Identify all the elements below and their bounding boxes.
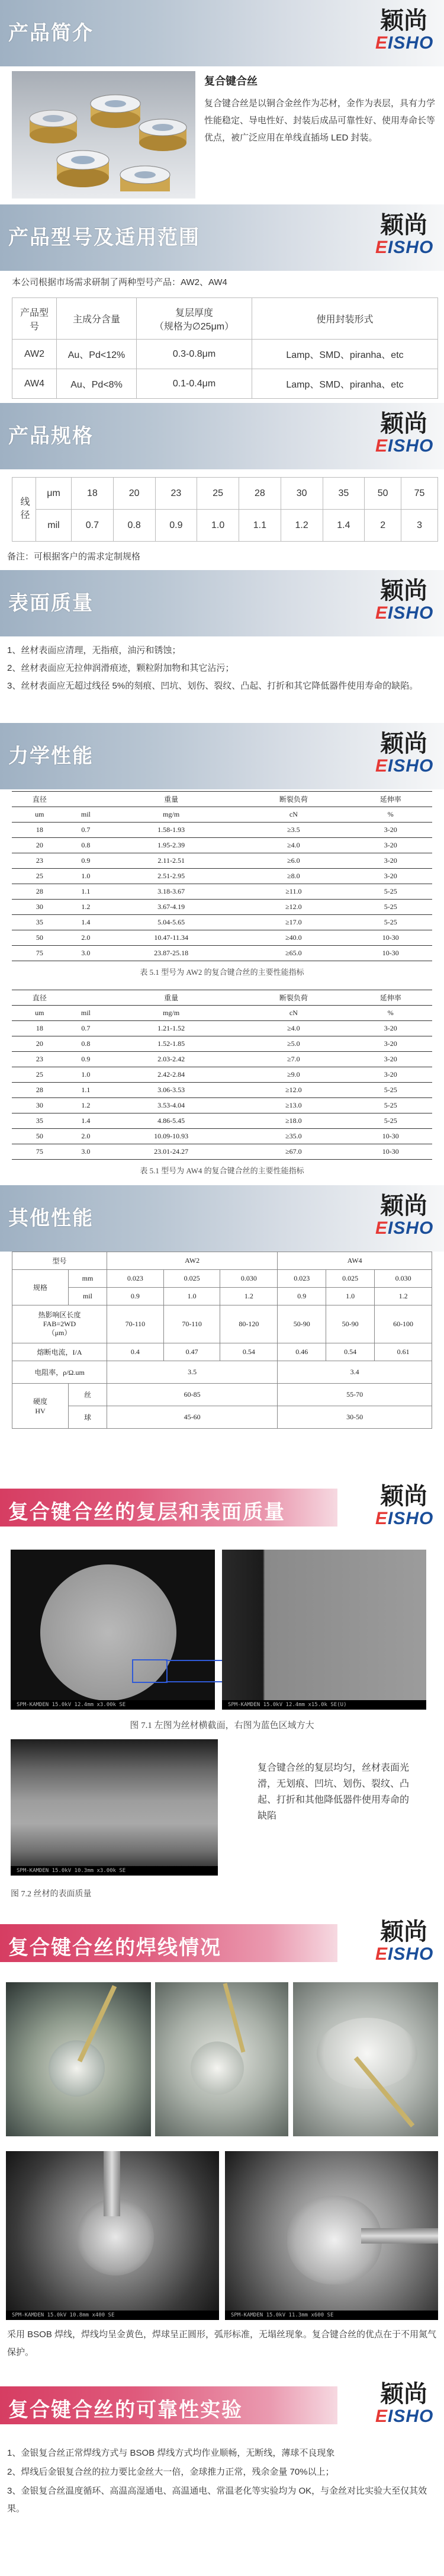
table-cell: 30 <box>281 478 323 510</box>
table-cell: 1.4 <box>67 915 104 930</box>
table-header-row <box>12 990 432 1006</box>
table-cell: 3-20 <box>349 853 433 869</box>
table-cell: 1.0 <box>67 1067 104 1083</box>
table-row <box>12 1270 432 1288</box>
table-cell: 60-85 <box>107 1384 278 1406</box>
table-cell: 50 <box>12 1129 67 1144</box>
section-header-weld <box>0 1911 444 1977</box>
table-cell: 25 <box>197 478 239 510</box>
table-cell: 2.51-2.95 <box>104 869 238 884</box>
table-cell: 0.8 <box>67 1036 104 1052</box>
surface-item: 3、丝材表面应无超过线径 5%的刻痕、凹坑、划伤、裂纹、凸起、打折和其它降低器件使用寿命的缺陷。 <box>7 681 419 691</box>
table-cell: 70-110 <box>163 1305 220 1343</box>
section-title: 产品型号及适用范围 <box>8 226 200 249</box>
table-row <box>12 1083 432 1098</box>
table-cell: 0.9 <box>67 853 104 869</box>
table-header: 延伸率 <box>349 990 433 1006</box>
table-cell: 5.04-5.65 <box>104 915 238 930</box>
sem-cross-section-image <box>11 1550 215 1710</box>
row-label: 硬度 HV <box>12 1384 69 1429</box>
table-cell: ≥4.0 <box>238 1021 349 1036</box>
product-description: 复合键合丝是以铜合金丝作为芯材，金作为表层，具有力学性能稳定、导电性好、封装后成品可靠性好、使用寿命长等优点，被广泛应用在单线直插场 LED 封装。 <box>204 98 436 143</box>
table-cell: 0.54 <box>220 1343 278 1361</box>
table-cell: 30 <box>12 1098 67 1113</box>
table-cell: 1.1 <box>67 884 104 900</box>
table-cell: 60-100 <box>375 1305 432 1343</box>
table-row <box>12 1144 432 1160</box>
table-row <box>12 823 432 838</box>
table-row <box>12 369 438 399</box>
weld-photo-2 <box>155 1982 288 2136</box>
table-cell: 5-25 <box>349 900 433 915</box>
table-cell: 3.5 <box>107 1361 278 1384</box>
table-cell: 0.030 <box>220 1270 278 1288</box>
table-cell: 23.87-25.18 <box>104 946 238 961</box>
section-header-types <box>0 204 444 271</box>
table-cell: 2.11-2.51 <box>104 853 238 869</box>
table-cell: 0.46 <box>278 1343 326 1361</box>
table-row <box>12 1305 432 1343</box>
table-cell: ≥12.0 <box>238 900 349 915</box>
sem-caption: SPM-KAMDEN 15.0kV 10.3mm x3.00k SE <box>11 1866 218 1876</box>
table-header: 直径 <box>12 990 67 1006</box>
reliability-item: 2、焊线后金银复合丝的拉力要比金丝大一倍，金球推力正常，残余金量 70%以上； <box>7 2467 334 2477</box>
section-title: 复合键合丝的可靠性实验 <box>8 2399 243 2421</box>
table-cell: ≥17.0 <box>238 915 349 930</box>
table-header: 主成分含量 <box>57 298 137 340</box>
table-cell: 1.2 <box>281 510 323 542</box>
table-cell: 18 <box>72 478 114 510</box>
row-label: 球 <box>69 1406 107 1429</box>
table-cell: 3.06-3.53 <box>104 1083 238 1098</box>
unit-label: % <box>349 807 433 823</box>
table-header <box>67 990 104 1006</box>
table-cell: 3.53-4.04 <box>104 1098 238 1113</box>
table-row <box>12 1288 432 1305</box>
table-row <box>12 1406 432 1429</box>
table-cell: 1.95-2.39 <box>104 838 238 853</box>
table-cell: 1.4 <box>67 1113 104 1129</box>
table-row <box>12 478 438 510</box>
table-cell: 35 <box>12 1113 67 1129</box>
table-cell: 25 <box>12 1067 67 1083</box>
table-header: 复层厚度 （规格为∅25μm） <box>137 298 252 340</box>
table-row <box>12 510 438 542</box>
table-cell: 75 <box>12 946 67 961</box>
table-cell: 10-30 <box>349 930 433 946</box>
unit-label: cN <box>238 807 349 823</box>
table-header: AW2 <box>107 1252 278 1270</box>
table-cell: 80-120 <box>220 1305 278 1343</box>
section-title: 复合键合丝的焊线情况 <box>8 1937 221 1959</box>
table-cell: 1.2 <box>67 900 104 915</box>
brand-logo: 颖尚 EISHO <box>375 2380 434 2426</box>
unit-label: um <box>12 1006 67 1021</box>
zoom-connector <box>166 1659 225 1683</box>
table-cell: 70-110 <box>107 1305 164 1343</box>
table-row <box>12 1361 432 1384</box>
table-cell: 0.7 <box>72 510 114 542</box>
table-cell: 0.9 <box>67 1052 104 1067</box>
table-cell: 35 <box>12 915 67 930</box>
highlight-box <box>132 1659 168 1683</box>
table-header: 重量 <box>104 792 238 807</box>
table-cell: 10-30 <box>349 946 433 961</box>
table-cell: 50 <box>365 478 401 510</box>
table-cell: 23 <box>12 853 67 869</box>
table-row <box>12 1036 432 1052</box>
table-cell: 3.67-4.19 <box>104 900 238 915</box>
table-cell: 0.030 <box>375 1270 432 1288</box>
table-cell: ≥9.0 <box>238 1067 349 1083</box>
table-cell: ≥8.0 <box>238 869 349 884</box>
table-cell: ≥40.0 <box>238 930 349 946</box>
table-cell: 25 <box>12 869 67 884</box>
unit-label: mm <box>69 1270 107 1288</box>
table-cell: 0.9 <box>107 1288 164 1305</box>
table-cell: 5-25 <box>349 915 433 930</box>
table-cell: 75 <box>401 478 438 510</box>
table-cell: 1.1 <box>239 510 281 542</box>
table-cell: 1.0 <box>197 510 239 542</box>
sem-weld-image-1 <box>6 2151 219 2320</box>
table-cell: 3-20 <box>349 1052 433 1067</box>
brand-logo: 颖尚 EISHO <box>375 1482 434 1528</box>
table-row <box>12 946 432 961</box>
table-cell: 0.023 <box>278 1270 326 1288</box>
table-cell: 0.9 <box>278 1288 326 1305</box>
table-cell: 10-30 <box>349 1129 433 1144</box>
table-cell: 20 <box>12 838 67 853</box>
table-cell: ≥11.0 <box>238 884 349 900</box>
table-header-row <box>12 792 432 807</box>
table-cell: 23.01-24.27 <box>104 1144 238 1160</box>
table-cell: 23 <box>12 1052 67 1067</box>
table-row <box>12 869 432 884</box>
table-row <box>12 1098 432 1113</box>
table-row <box>12 1021 432 1036</box>
table-caption: 表 5.1 型号为 AW2 的复合键合丝的主要性能指标 <box>140 968 304 977</box>
table-cell: 0.47 <box>163 1343 220 1361</box>
product-photo <box>12 71 195 199</box>
table-cell: 5-25 <box>349 1113 433 1129</box>
table-cell: 10.47-11.34 <box>104 930 238 946</box>
table-header: 直径 <box>12 792 67 807</box>
section-header-specs <box>0 403 444 469</box>
table-row <box>12 1343 432 1361</box>
row-label: 电阻率，ρ/Ω.um <box>12 1361 107 1384</box>
table-row <box>12 1052 432 1067</box>
unit-label: mg/m <box>104 807 238 823</box>
table-cell: 3.0 <box>67 946 104 961</box>
brand-logo: 颖尚 EISHO <box>375 7 434 53</box>
table-row <box>12 838 432 853</box>
table-row <box>12 1129 432 1144</box>
table-cell: 0.8 <box>113 510 155 542</box>
table-cell: 28 <box>12 1083 67 1098</box>
section-title: 产品简介 <box>8 22 94 44</box>
row-label: 热影响区长度 FAB=2WD （μm） <box>12 1305 107 1343</box>
table-row <box>12 930 432 946</box>
table-cell: Lamp、SMD、piranha、etc <box>252 340 438 369</box>
table-row <box>12 1067 432 1083</box>
sem-zoom-image <box>222 1550 426 1710</box>
table-cell: 1.21-1.52 <box>104 1021 238 1036</box>
specs-table <box>12 477 438 542</box>
table-cell: Au、Pd<12% <box>57 340 137 369</box>
section-header-reliability <box>0 2373 444 2440</box>
unit-label: cN <box>238 1006 349 1021</box>
table-cell: 1.2 <box>67 1098 104 1113</box>
row-label: 熔断电流，I/A <box>12 1343 107 1361</box>
table-cell: ≥35.0 <box>238 1129 349 1144</box>
row-label: 线径 <box>12 478 36 542</box>
table-cell: 0.4 <box>107 1343 164 1361</box>
table-row <box>12 853 432 869</box>
table-cell: 1.0 <box>163 1288 220 1305</box>
table-unit-row <box>12 1006 432 1021</box>
table-cell: AW4 <box>12 369 57 399</box>
table-cell: 5-25 <box>349 1083 433 1098</box>
table-header: 产品型号 <box>12 298 57 340</box>
reliability-item: 1、金银复合丝正常焊线方式与 BSOB 焊线方式均作业顺畅，无断线，薄球不良现象 <box>7 2448 335 2458</box>
table-cell: 2.42-2.84 <box>104 1067 238 1083</box>
table-row <box>12 915 432 930</box>
table-cell: ≥65.0 <box>238 946 349 961</box>
section-header-mechanical <box>0 723 444 789</box>
brand-logo: 颖尚 EISHO <box>375 1918 434 1964</box>
table-cell: 0.025 <box>163 1270 220 1288</box>
table-cell: 20 <box>12 1036 67 1052</box>
table-cell: ≥3.5 <box>238 823 349 838</box>
table-header: AW4 <box>278 1252 432 1270</box>
table-cell: 3-20 <box>349 823 433 838</box>
brand-logo: 颖尚 EISHO <box>375 729 434 776</box>
unit-label: % <box>349 1006 433 1021</box>
table-cell: 4.86-5.45 <box>104 1113 238 1129</box>
sem-caption: SPM-KAMDEN 15.0kV 11.3mm x600 SE <box>225 2311 438 2320</box>
table-cell: 3-20 <box>349 1036 433 1052</box>
table-cell: 3-20 <box>349 838 433 853</box>
section-header-intro <box>0 0 444 66</box>
table-cell: 1.2 <box>220 1288 278 1305</box>
brand-logo: 颖尚 EISHO <box>375 211 434 257</box>
figure-caption: 图 7.1 左图为丝材横截面，右图为蓝色区域方大 <box>130 1721 314 1730</box>
table-cell: 1.58-1.93 <box>104 823 238 838</box>
table-cell: 0.61 <box>375 1343 432 1361</box>
table-cell: 0.3-0.8μm <box>137 340 252 369</box>
table-cell: ≥18.0 <box>238 1113 349 1129</box>
table-cell: 3.0 <box>67 1144 104 1160</box>
table-cell: 1.0 <box>326 1288 375 1305</box>
table-cell: 0.9 <box>155 510 197 542</box>
table-row <box>12 340 438 369</box>
section-title: 表面质量 <box>8 592 94 615</box>
table-cell: AW2 <box>12 340 57 369</box>
table-cell: 1.52-1.85 <box>104 1036 238 1052</box>
table-cell: 2.0 <box>67 930 104 946</box>
sem-weld-image-2 <box>225 2151 438 2320</box>
table-header: 使用封装形式 <box>252 298 438 340</box>
table-cell: 55-70 <box>278 1384 432 1406</box>
section-header-surface <box>0 570 444 636</box>
table-cell: Au、Pd<8% <box>57 369 137 399</box>
table-cell: 35 <box>323 478 365 510</box>
reliability-item: 3、金银复合丝温度循环、高温高湿通电、高温通电、常温老化等实验均为 OK，与金丝对比实验大至仅其效果。 <box>7 2486 427 2514</box>
section-header-coating <box>0 1476 444 1542</box>
section-title: 复合键合丝的复层和表面质量 <box>8 1501 285 1524</box>
table-cell: ≥4.0 <box>238 838 349 853</box>
table-cell: 18 <box>12 823 67 838</box>
table-cell: 0.8 <box>67 838 104 853</box>
table-cell: 3-20 <box>349 869 433 884</box>
table-cell: 1.2 <box>375 1288 432 1305</box>
table-unit-row <box>12 807 432 823</box>
table-header: 型号 <box>12 1252 107 1270</box>
aw4-mechanical-table <box>12 990 432 1160</box>
table-row <box>12 1113 432 1129</box>
table-cell: 10-30 <box>349 1144 433 1160</box>
sem-surface-image <box>11 1739 218 1876</box>
table-cell: 20 <box>113 478 155 510</box>
table-cell: 2.0 <box>67 1129 104 1144</box>
table-cell: 0.1-0.4μm <box>137 369 252 399</box>
table-cell: 30-50 <box>278 1406 432 1429</box>
unit-label: mil <box>67 807 104 823</box>
table-cell: 0.7 <box>67 1021 104 1036</box>
table-cell: 30 <box>12 900 67 915</box>
section-title: 力学性能 <box>8 745 94 767</box>
unit-label: mil <box>69 1288 107 1305</box>
weld-photo-3 <box>293 1982 438 2136</box>
table-cell: 1.1 <box>67 1083 104 1098</box>
table-cell: ≥5.0 <box>238 1036 349 1052</box>
table-cell: 23 <box>155 478 197 510</box>
table-cell: ≥13.0 <box>238 1098 349 1113</box>
table-cell: 3.4 <box>278 1361 432 1384</box>
brand-logo: 颖尚 EISHO <box>375 409 434 456</box>
unit-label: mil <box>36 510 72 542</box>
coating-description: 复合键合丝的复层均匀，丝材表面光滑，无划痕、凹坑、划伤、裂纹、凸起、打折和其他降低器件使用寿命的缺陷 <box>258 1763 410 1821</box>
table-cell: ≥67.0 <box>238 1144 349 1160</box>
specs-note: 备注：可根据客户的需求定制规格 <box>7 552 141 562</box>
table-cell: 50-90 <box>278 1305 326 1343</box>
table-row <box>12 884 432 900</box>
table-cell: 2 <box>365 510 401 542</box>
unit-label: mil <box>67 1006 104 1021</box>
row-label: 规格 <box>12 1270 69 1305</box>
sem-caption: SPM-KAMDEN 15.0kV 12.4mm x15.0k SE(U) <box>222 1700 426 1710</box>
row-label: 丝 <box>69 1384 107 1406</box>
table-cell: 5-25 <box>349 1098 433 1113</box>
table-cell: 0.023 <box>107 1270 164 1288</box>
table-cell: 1.0 <box>67 869 104 884</box>
table-cell: 3-20 <box>349 1067 433 1083</box>
unit-label: mg/m <box>104 1006 238 1021</box>
section-header-other <box>0 1185 444 1252</box>
table-cell: ≥6.0 <box>238 853 349 869</box>
table-cell: Lamp、SMD、piranha、etc <box>252 369 438 399</box>
table-cell: ≥12.0 <box>238 1083 349 1098</box>
types-table <box>12 297 438 399</box>
table-row <box>12 1252 432 1270</box>
table-cell: 3.18-3.67 <box>104 884 238 900</box>
brand-logo: 颖尚 EISHO <box>375 1192 434 1238</box>
table-row <box>12 1384 432 1406</box>
unit-label: μm <box>36 478 72 510</box>
table-cell: 0.7 <box>67 823 104 838</box>
table-cell: 5-25 <box>349 884 433 900</box>
table-header: 延伸率 <box>349 792 433 807</box>
table-cell: 2.03-2.42 <box>104 1052 238 1067</box>
surface-item: 2、丝材表面应无拉伸润滑痕迹，颗粒附加物和其它沾污； <box>7 663 234 673</box>
table-header: 断裂负荷 <box>238 990 349 1006</box>
product-name: 复合键合丝 <box>204 75 258 87</box>
table-header: 断裂负荷 <box>238 792 349 807</box>
section-title: 其他性能 <box>8 1207 94 1230</box>
surface-item: 1、丝材表面应清理，无指痕，油污和锈蚀； <box>7 645 181 655</box>
table-cell: 18 <box>12 1021 67 1036</box>
table-header <box>67 792 104 807</box>
table-cell: 45-60 <box>107 1406 278 1429</box>
table-cell: 28 <box>12 884 67 900</box>
figure-caption: 图 7.2 丝材的表面质量 <box>11 1890 92 1899</box>
table-cell: 10.09-10.93 <box>104 1129 238 1144</box>
table-cell: 75 <box>12 1144 67 1160</box>
table-cell: 0.025 <box>326 1270 375 1288</box>
section-title: 产品规格 <box>8 425 94 447</box>
table-row <box>12 900 432 915</box>
types-intro: 本公司根据市场需求研制了两种型号产品：AW2、AW4 <box>12 277 227 287</box>
table-cell: 50 <box>12 930 67 946</box>
table-cell: 3 <box>401 510 438 542</box>
table-cell: 0.54 <box>326 1343 375 1361</box>
table-header: 重量 <box>104 990 238 1006</box>
aw2-mechanical-table <box>12 791 432 961</box>
unit-label: um <box>12 807 67 823</box>
weld-photo-1 <box>6 1982 151 2136</box>
sem-caption: SPM-KAMDEN 15.0kV 12.4mm x3.00k SE <box>11 1700 215 1710</box>
table-cell: ≥7.0 <box>238 1052 349 1067</box>
table-cell: 3-20 <box>349 1021 433 1036</box>
brand-logo: 颖尚 EISHO <box>375 577 434 623</box>
weld-description: 采用 BSOB 焊线，焊线均呈金黄色，焊球呈正圆形，弧形标准，无塌丝现象。复合键合丝的优点在于不用氮气保护。 <box>7 2329 437 2357</box>
table-cell: 50-90 <box>326 1305 375 1343</box>
other-properties-table <box>12 1252 432 1429</box>
table-caption: 表 5.1 型号为 AW4 的复合键合丝的主要性能指标 <box>140 1166 304 1175</box>
sem-caption: SPM-KAMDEN 15.0kV 10.8mm x400 SE <box>6 2311 219 2320</box>
table-cell: 28 <box>239 478 281 510</box>
table-cell: 1.4 <box>323 510 365 542</box>
